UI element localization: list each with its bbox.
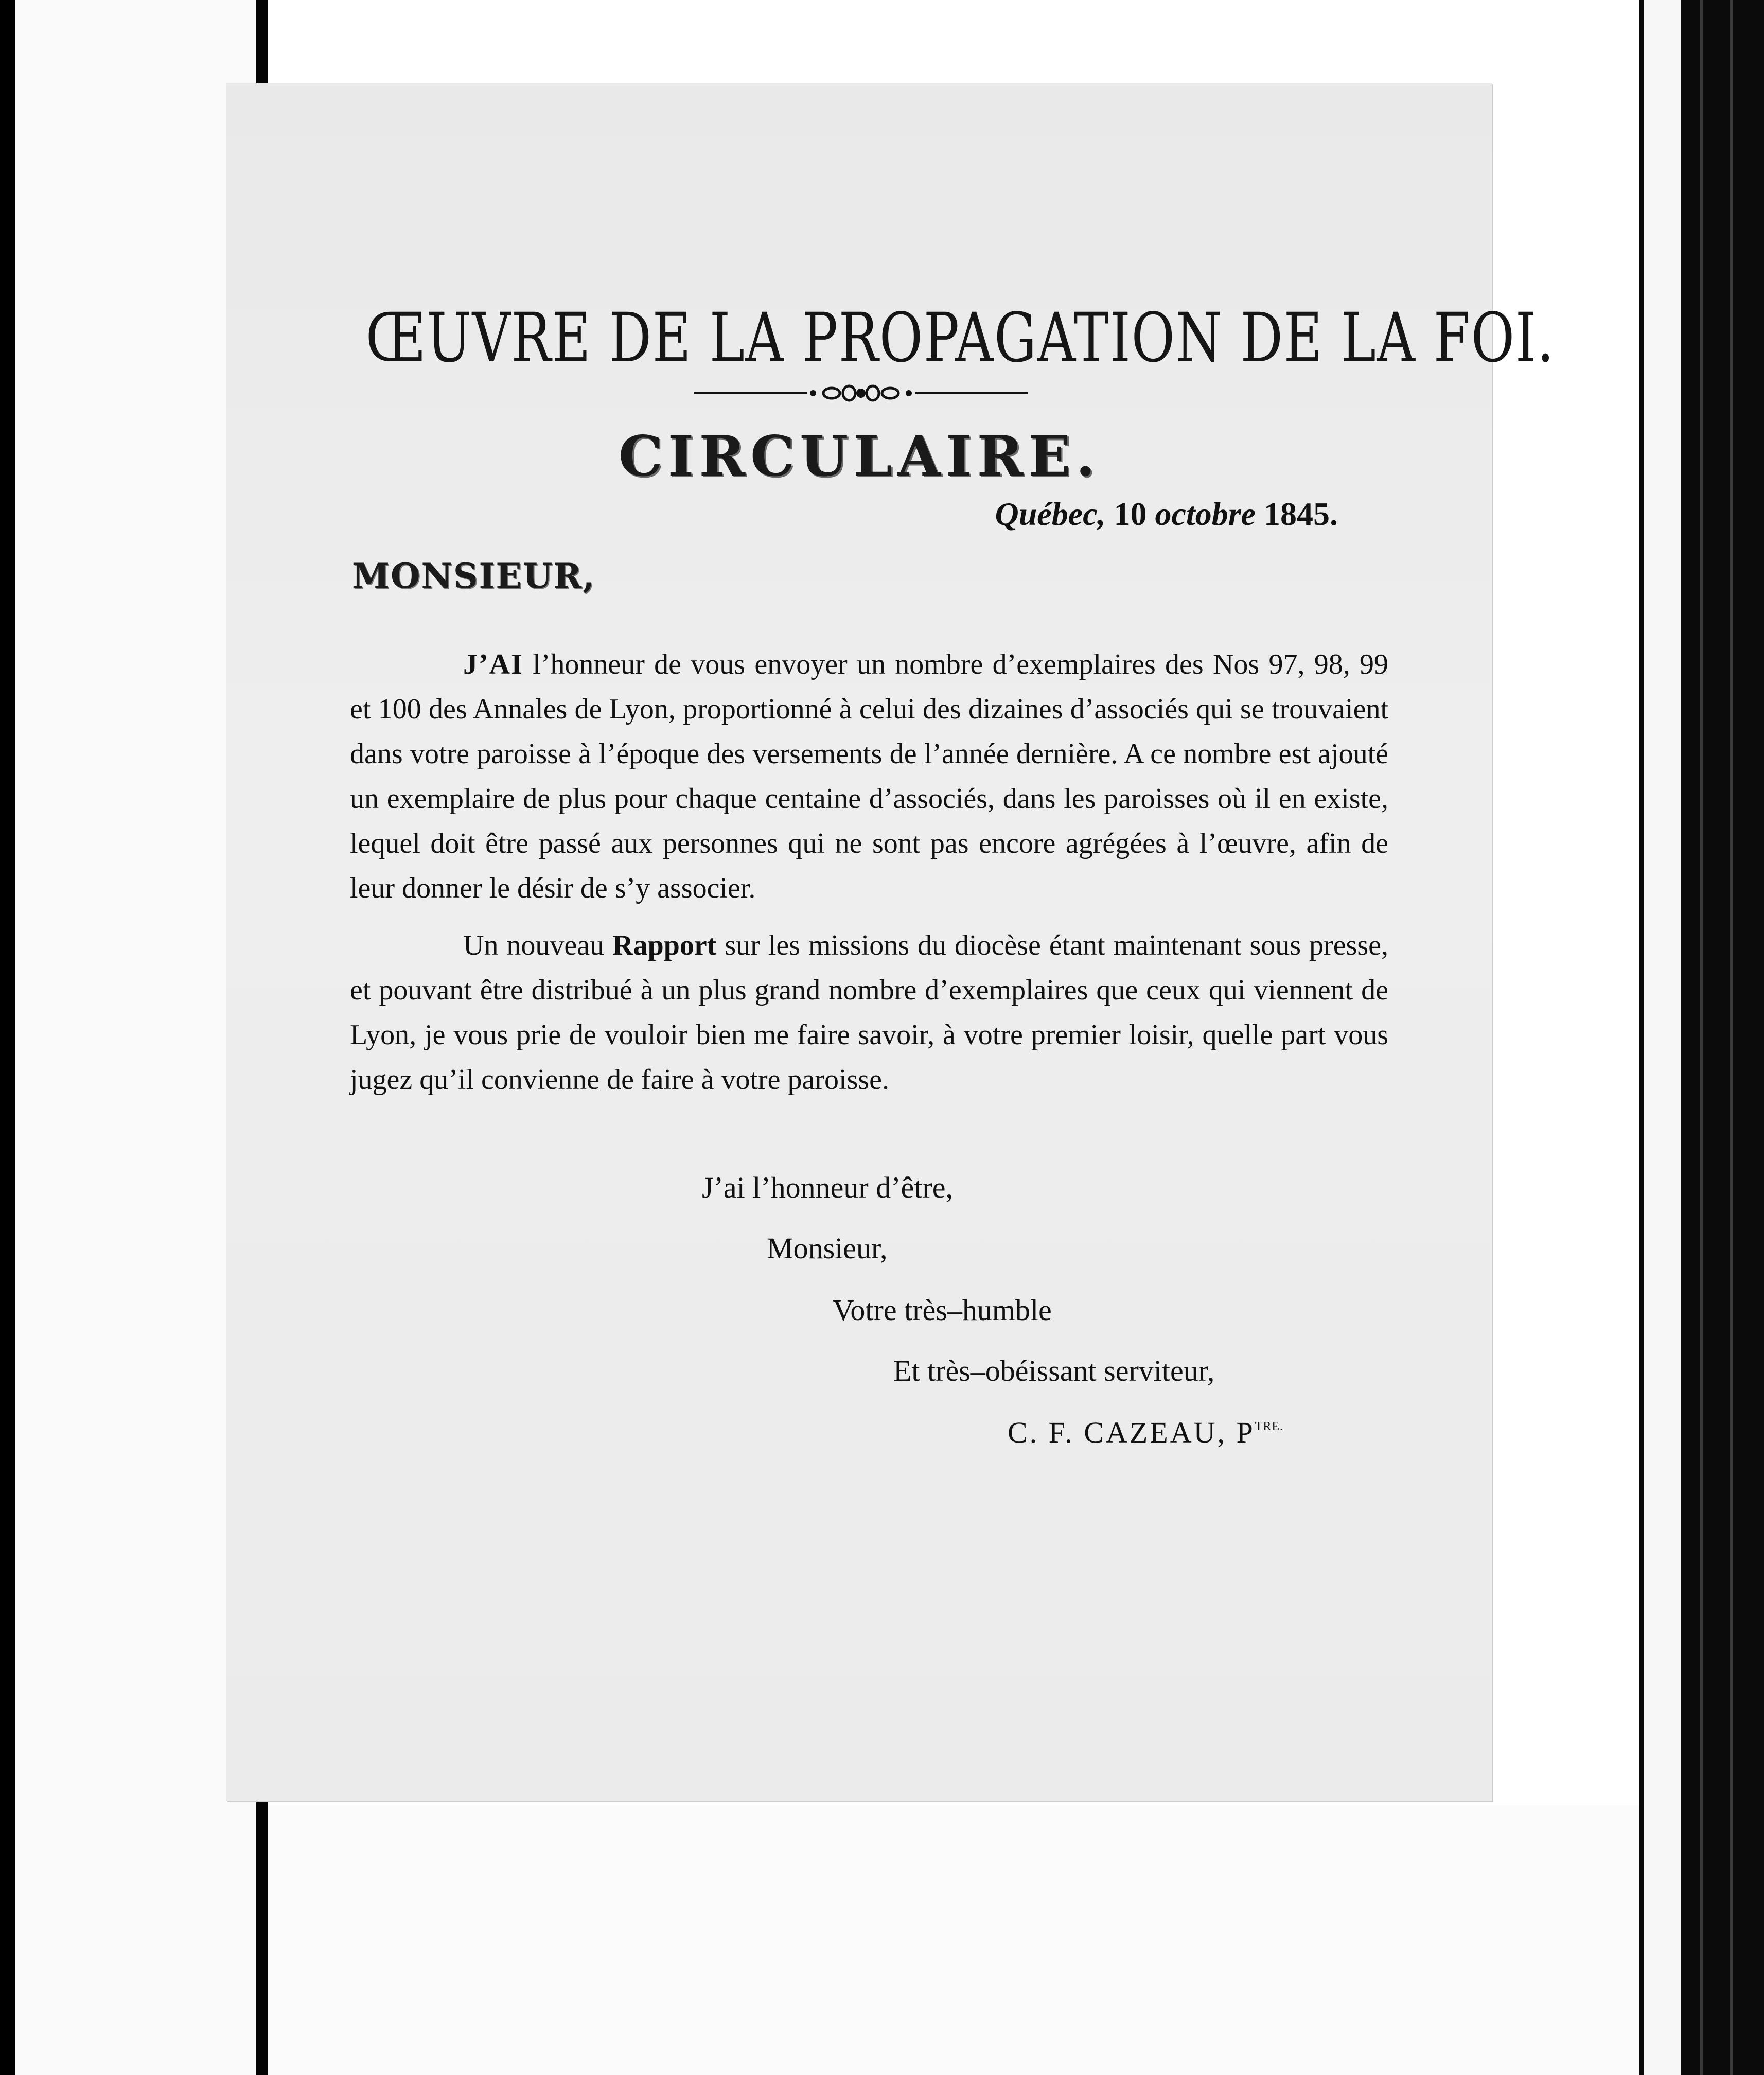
page-content — [226, 83, 1555, 1801]
scan-bottom-mount — [268, 1805, 1639, 2075]
dateline-day: 10 — [1114, 496, 1147, 532]
paragraph-2 — [350, 923, 1388, 1102]
closing-line-3: Votre très–humble — [833, 1293, 1052, 1327]
closing-line-4: Et très–obéissant serviteur, — [893, 1354, 1215, 1387]
printed-sheet — [226, 83, 1555, 1801]
signature-suffix: TRE. — [1255, 1420, 1284, 1433]
closing-line-1: J’ai l’honneur d’être, — [702, 1171, 953, 1204]
paragraph-1-text: l’honneur de vous envoyer un nombre d’exemplaires des Nos 97, 98, 99 et 100 des Annales de Lyon, proportionné à celui des dizaines d’associés qui se trouvaient dans votre paroisse à l’époque des versements de l’année dernière. A ce nombre est ajouté un exemplaire de plus pour chaque centaine d’associés, dans les paroisses où il en existe, lequel doit être passé aux personnes qui ne sont pas encore agrégées à l’œuvre, afin de leur donner le désir de s’y associer. — [350, 648, 1389, 904]
scan-right-mount — [1644, 0, 1681, 2075]
document-title: ŒUVRE DE LA PROPAGATION DE LA FOI. — [365, 298, 1555, 378]
paragraph-2-bold: Rapport — [612, 929, 717, 961]
scan-left-border — [0, 0, 15, 2075]
scan-right-border — [1681, 0, 1764, 2075]
dateline — [995, 495, 1338, 533]
closing-line-2: Monsieur, — [767, 1232, 888, 1265]
scan-streak — [1700, 0, 1703, 2075]
paragraph-1-lead: J’AI — [463, 648, 523, 680]
signature-name: C. F. CAZEAU, P — [1008, 1416, 1255, 1449]
scan-left-mount — [15, 0, 256, 2075]
salutation: MONSIEUR, — [352, 556, 596, 596]
dateline-month: octobre — [1155, 496, 1256, 532]
scan-right-divider — [1639, 0, 1644, 2075]
scan-streak — [1730, 0, 1733, 2075]
paragraph-1 — [350, 642, 1388, 911]
document-subtitle: CIRCULAIRE. — [618, 424, 1101, 489]
paragraph-2-lead: Un nouveau — [463, 929, 605, 961]
dateline-year: 1845. — [1264, 496, 1338, 532]
signature — [1008, 1415, 1283, 1450]
dateline-city: Québec, — [995, 496, 1106, 532]
ornament-divider — [694, 383, 1028, 403]
paragraph-2-text: sur les missions du diocèse étant maintenant sous presse, et pouvant être distribué à un plus grand nombre d’exemplaires que ceux qui viennent de Lyon, je vous prie de vouloir bien me faire savoir, à votre premier loisir, quelle part vous jugez qu’il convienne de faire à votre paroisse. — [350, 929, 1388, 1096]
